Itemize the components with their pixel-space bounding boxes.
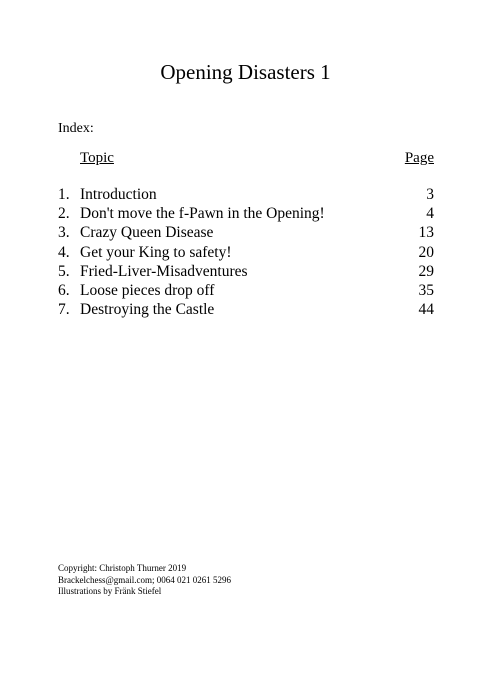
toc-entry-number: 7.	[58, 301, 70, 319]
table-of-contents	[58, 185, 434, 319]
toc-header-page: Page	[404, 150, 434, 166]
toc-entry-page: 3	[426, 186, 434, 203]
contact-line: Brackelchess@gmail.com; 0064 021 0261 5296	[58, 574, 232, 585]
toc-header	[80, 148, 434, 168]
footer	[58, 563, 231, 598]
toc-entry-page: 4	[426, 205, 434, 223]
toc-entry-number: 5.	[58, 262, 70, 280]
document-title: Opening Disasters 1	[160, 60, 331, 84]
toc-entry-page: 44	[418, 301, 434, 319]
toc-entry-introduction	[58, 185, 434, 204]
toc-entry-fried-liver	[58, 262, 434, 281]
toc-entry-f-pawn	[58, 204, 434, 223]
toc-entry-page: 29	[418, 262, 434, 280]
toc-entry-number: 6.	[58, 281, 70, 299]
copyright-line: Copyright: Christoph Thurner 2019	[58, 563, 187, 573]
toc-entry-king-safety	[58, 243, 434, 262]
toc-header-topic: Topic	[80, 150, 114, 166]
toc-entry-number: 3.	[58, 224, 70, 242]
toc-entry-topic: Crazy Queen Disease	[80, 224, 214, 242]
toc-entry-loose-pieces	[58, 281, 434, 300]
toc-entry-crazy-queen	[58, 223, 434, 242]
toc-entry-number: 1.	[58, 186, 70, 203]
toc-entry-topic: Fried-Liver-Misadventures	[80, 262, 248, 280]
toc-entry-page: 20	[418, 243, 434, 261]
toc-entry-page: 13	[418, 224, 434, 242]
toc-entry-destroying-castle	[58, 300, 434, 319]
toc-entry-topic: Get your King to safety!	[80, 243, 232, 261]
index-label: Index:	[58, 121, 94, 136]
toc-entry-number: 4.	[58, 243, 70, 261]
toc-entry-topic: Introduction	[80, 186, 157, 203]
toc-entry-topic: Don't move the f-Pawn in the Opening!	[80, 205, 325, 223]
toc-entry-topic: Loose pieces drop off	[80, 281, 215, 299]
toc-entry-number: 2.	[58, 205, 70, 223]
toc-entry-page: 35	[418, 281, 434, 299]
toc-entry-topic: Destroying the Castle	[80, 301, 215, 319]
illustrations-credit: Illustrations by Fränk Stiefel	[58, 586, 162, 596]
